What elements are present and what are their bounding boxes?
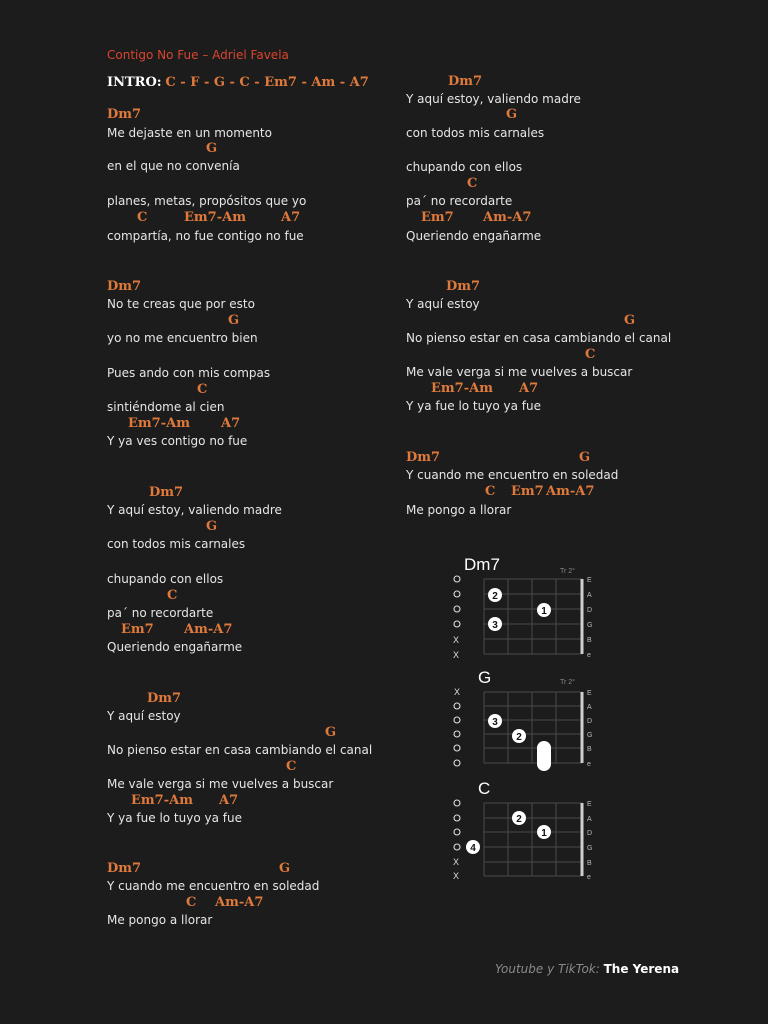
lyric-line: Y aquí estoy, valiendo madre — [406, 92, 581, 106]
chord: G — [325, 725, 337, 740]
open-string-marker — [454, 606, 460, 612]
tr-label: Tr 2° — [560, 679, 575, 686]
muted-string-marker: X — [453, 857, 460, 867]
chord-diagram-dm7 — [448, 553, 608, 668]
muted-string-marker: X — [454, 687, 461, 697]
muted-string-marker: X — [453, 635, 460, 645]
lyric-line: Me vale verga si me vuelves a buscar — [107, 777, 334, 791]
lyric-line: planes, metas, propósitos que yo — [107, 194, 307, 208]
string-label: B — [587, 637, 592, 644]
song-title: Contigo No Fue – Adriel Favela — [107, 48, 289, 62]
chord: Am-A7 — [184, 622, 233, 637]
chord: A7 — [519, 381, 539, 396]
diagram-title: Dm7 — [464, 555, 500, 574]
lyric-line: Y aquí estoy — [107, 709, 181, 723]
chord: G — [228, 313, 240, 328]
open-string-marker — [454, 621, 460, 627]
lyric-line: Pues ando con mis compas — [107, 366, 271, 380]
chord: Dm7 — [107, 861, 142, 876]
lyric-line: pa´ no recordarte — [406, 194, 513, 208]
lyric-line: chupando con ellos — [406, 160, 523, 174]
finger-dot — [488, 617, 502, 631]
finger-dot — [512, 811, 526, 825]
chord: A7 — [221, 416, 241, 431]
open-string-marker — [454, 745, 460, 751]
chord: Dm7 — [107, 107, 142, 122]
string-label: G — [587, 622, 593, 629]
open-string-marker — [454, 815, 460, 821]
lyric-line: Queriendo engañarme — [406, 229, 542, 243]
lyric-line: No pienso estar en casa cambiando el canal — [406, 331, 672, 345]
lyric-line: Me pongo a llorar — [406, 503, 512, 517]
string-label: D — [587, 607, 593, 614]
intro-chords: C - F - G - C - Em7 - Am - A7 — [165, 75, 369, 90]
finger-dot — [466, 840, 480, 854]
chord: Em7 — [421, 210, 454, 225]
string-label: A — [587, 704, 592, 711]
finger-dot — [512, 729, 526, 743]
svg-text:4: 4 — [470, 843, 476, 854]
svg-text:2: 2 — [516, 814, 522, 825]
chord-diagram-c — [448, 778, 608, 893]
string-label: A — [587, 592, 592, 599]
chord-diagram-g — [448, 666, 608, 781]
muted-string-marker: X — [453, 871, 460, 881]
barre-marker — [537, 741, 551, 771]
tr-label: Tr 2° — [560, 568, 575, 575]
chord: Em7 — [511, 484, 544, 499]
chord: G — [579, 450, 591, 465]
diagram-title: G — [478, 668, 492, 687]
open-string-marker — [454, 731, 460, 737]
open-string-marker — [454, 576, 460, 582]
lyric-line: con todos mis carnales — [406, 126, 545, 140]
lyric-line: Y cuando me encuentro en soledad — [107, 879, 320, 893]
c-diagram-svg — [448, 778, 608, 893]
lyric-line: Y ya fue lo tuyo ya fue — [406, 399, 541, 413]
open-string-marker — [454, 591, 460, 597]
chord: G — [206, 519, 218, 534]
chord: Dm7 — [446, 279, 481, 294]
chord: Dm7 — [406, 450, 441, 465]
lyric-line: Y cuando me encuentro en soledad — [406, 468, 619, 482]
lyric-line: Y ya ves contigo no fue — [107, 434, 248, 448]
chord: Em7-Am — [184, 210, 246, 225]
lyric-line: yo no me encuentro bien — [107, 331, 258, 345]
svg-text:1: 1 — [541, 828, 547, 839]
lyric-line: compartía, no fue contigo no fue — [107, 229, 304, 243]
lyric-line: Y aquí estoy — [406, 297, 480, 311]
lyric-line: con todos mis carnales — [107, 537, 246, 551]
fret-grid — [484, 692, 582, 763]
string-label: B — [587, 860, 592, 867]
string-label: B — [587, 746, 592, 753]
lyric-line: en el que no convenía — [107, 159, 240, 173]
diagram-title: C — [478, 779, 491, 798]
chord: G — [206, 141, 218, 156]
finger-dot — [488, 714, 502, 728]
string-label: e — [587, 874, 591, 881]
lyric-line: Y ya fue lo tuyo ya fue — [107, 811, 242, 825]
lyric-line: Queriendo engañarme — [107, 640, 243, 654]
string-label: e — [587, 761, 591, 768]
lyric-line: Me dejaste en un momento — [107, 126, 272, 140]
chord: C — [137, 210, 148, 225]
lyric-line: No te creas que por esto — [107, 297, 255, 311]
svg-text:2: 2 — [492, 591, 498, 602]
chord: G — [279, 861, 291, 876]
chord: Em7-Am — [431, 381, 493, 396]
string-label: E — [587, 801, 592, 808]
chord: C — [467, 176, 478, 191]
chord: Dm7 — [107, 279, 142, 294]
chord: Em7 — [121, 622, 154, 637]
lyric-line: chupando con ellos — [107, 572, 224, 586]
string-label: e — [587, 652, 591, 659]
chord: C — [585, 347, 596, 362]
open-string-marker — [454, 703, 460, 709]
chord: C — [167, 588, 178, 603]
lyric-line: pa´ no recordarte — [107, 606, 214, 620]
string-label: E — [587, 577, 592, 584]
lyric-line: Me pongo a llorar — [107, 913, 213, 927]
chord: C — [197, 382, 208, 397]
intro-line — [107, 75, 369, 90]
svg-text:3: 3 — [492, 717, 498, 728]
open-string-marker — [454, 800, 460, 806]
svg-text:3: 3 — [492, 620, 498, 631]
g-diagram-svg — [448, 666, 608, 781]
svg-text:1: 1 — [541, 606, 547, 617]
chord: C — [286, 759, 297, 774]
footer-source: Youtube y TikTok: — [495, 962, 604, 976]
svg-text:2: 2 — [516, 732, 522, 743]
chord: G — [624, 313, 636, 328]
chord: G — [506, 107, 518, 122]
chord: Dm7 — [149, 485, 184, 500]
chord: Dm7 — [147, 691, 182, 706]
open-string-marker — [454, 760, 460, 766]
chord: A7 — [281, 210, 301, 225]
string-label: E — [587, 690, 592, 697]
string-label: G — [587, 732, 593, 739]
chord: Am-A7 — [483, 210, 532, 225]
intro-label: INTRO: — [107, 75, 162, 90]
string-label: D — [587, 718, 593, 725]
chord: A7 — [219, 793, 239, 808]
lyric-line: Me vale verga si me vuelves a buscar — [406, 365, 633, 379]
chord: Dm7 — [448, 74, 483, 89]
fret-grid — [484, 803, 582, 876]
footer-channel: The Yerena — [603, 962, 680, 976]
chord: Em7-Am — [128, 416, 190, 431]
chord: Em7-Am — [131, 793, 193, 808]
lyric-line: sintiéndome al cien — [107, 400, 225, 414]
finger-dot — [537, 825, 551, 839]
muted-string-marker: X — [453, 650, 460, 660]
string-label: G — [587, 845, 593, 852]
chord: Am-A7 — [546, 484, 595, 499]
open-string-marker — [454, 717, 460, 723]
open-string-marker — [454, 844, 460, 850]
finger-dot — [537, 603, 551, 617]
chord: C — [485, 484, 496, 499]
string-label: D — [587, 830, 593, 837]
finger-dot — [488, 588, 502, 602]
string-label: A — [587, 816, 592, 823]
open-string-marker — [454, 829, 460, 835]
lyric-line: Y aquí estoy, valiendo madre — [107, 503, 282, 517]
dm7-diagram-svg — [448, 553, 608, 668]
chord: Am-A7 — [215, 895, 264, 910]
footer-credit — [495, 962, 679, 976]
lyric-line: No pienso estar en casa cambiando el canal — [107, 743, 373, 757]
chord: C — [186, 895, 197, 910]
